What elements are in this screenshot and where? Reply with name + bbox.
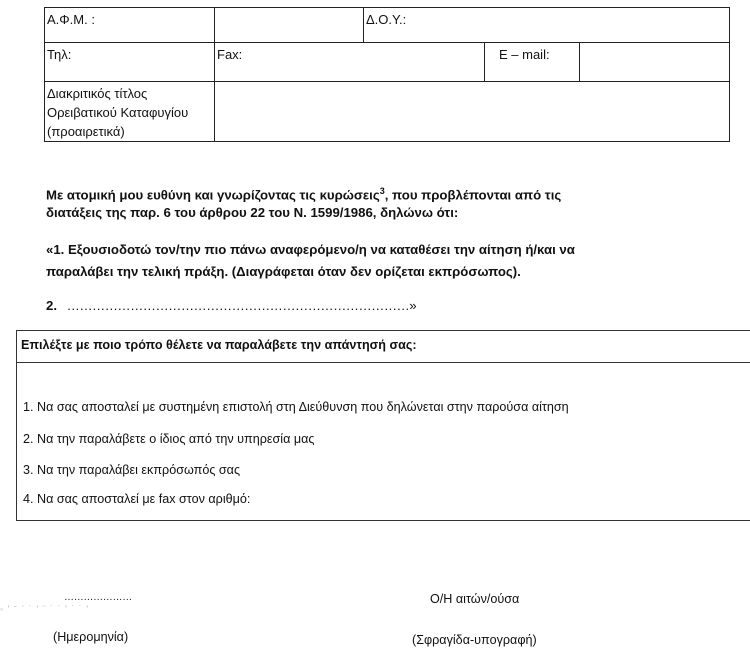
item-number: 2.	[46, 298, 57, 313]
fax-field[interactable]	[255, 44, 481, 80]
email-label: E – mail:	[499, 47, 550, 62]
fill-in-dots[interactable]: ………………………………………………………………………»	[66, 298, 417, 313]
table-col-divider	[484, 42, 485, 81]
delivery-option[interactable]: 1. Να σας αποσταλεί με συστημένη επιστολή στη Διεύθυνση που δηλώνεται στην παρούσα αίτηση	[23, 400, 569, 414]
shelter-title-field[interactable]	[216, 83, 727, 141]
delivery-method-header	[17, 331, 750, 363]
declaration-line: Με ατομική μου ευθύνη και γνωρίζοντας τις κυρώσεις	[46, 187, 380, 203]
fax-label: Fax:	[217, 47, 243, 62]
doy-label: Δ.Ο.Υ.:	[366, 12, 407, 27]
applicant-label: Ο/Η αιτών/ούσα	[430, 592, 520, 606]
table-row-divider	[45, 42, 729, 43]
delivery-method-box	[16, 330, 750, 521]
authorization-item-2	[46, 295, 416, 317]
authorization-item-1: παραλάβει την τελική πράξη. (Διαγράφεται όταν δεν ορίζεται εκπρόσωπος).	[46, 264, 521, 279]
delivery-option[interactable]: 4. Να σας αποσταλεί με fax στον αριθμό:	[23, 492, 251, 506]
shelter-title-label-line: Διακριτικός τίτλος	[47, 86, 148, 101]
declaration-line: , που προβλέπονται από τις	[384, 187, 562, 203]
stamp-signature-label: (Σφραγίδα-υπογραφή)	[412, 633, 537, 647]
table-col-divider	[363, 8, 364, 42]
applicant-info-table	[44, 7, 730, 142]
shelter-title-label	[47, 84, 188, 141]
doy-field[interactable]	[425, 9, 725, 41]
email-field[interactable]	[582, 44, 727, 80]
footnote-marker: 3	[379, 186, 385, 196]
afm-field[interactable]	[216, 9, 362, 41]
table-col-divider	[214, 81, 215, 142]
date-dots[interactable]: …………………	[64, 592, 132, 603]
table-col-divider	[214, 8, 215, 42]
delivery-option[interactable]: 3. Να την παραλάβει εκπρόσωπός σας	[23, 463, 241, 477]
phone-label: Τηλ:	[47, 47, 72, 62]
date-label: (Ημερομηνία)	[53, 630, 129, 644]
delivery-option[interactable]: 2. Να την παραλάβετε ο ίδιος από την υπηρεσία μας	[23, 432, 315, 446]
faded-stamp-mark: ◦ ' ˉ ʿ ˙ ' ¨ ˙ ˙ ' ˙ ˙ '	[0, 604, 90, 614]
table-col-divider	[579, 42, 580, 81]
declaration-text: διατάξεις της παρ. 6 του άρθρου 22 του Ν. 1599/1986, δηλώνω ότι:	[46, 205, 459, 220]
delivery-method-title: Επιλέξτε με ποιο τρόπο θέλετε να παραλάβετε την απάντησή σας:	[21, 338, 417, 352]
shelter-title-label-line: Ορειβατικού Καταφυγίου	[47, 105, 189, 120]
shelter-title-label-line: (προαιρετικά)	[47, 124, 125, 139]
table-row-divider	[45, 81, 729, 82]
afm-label: Α.Φ.Μ. :	[47, 12, 95, 27]
authorization-item-1: «1. Εξουσιοδοτώ τον/την πιο πάνω αναφερόμενο/η να καταθέσει την αίτηση ή/και να	[46, 242, 575, 257]
table-col-divider	[214, 42, 215, 81]
